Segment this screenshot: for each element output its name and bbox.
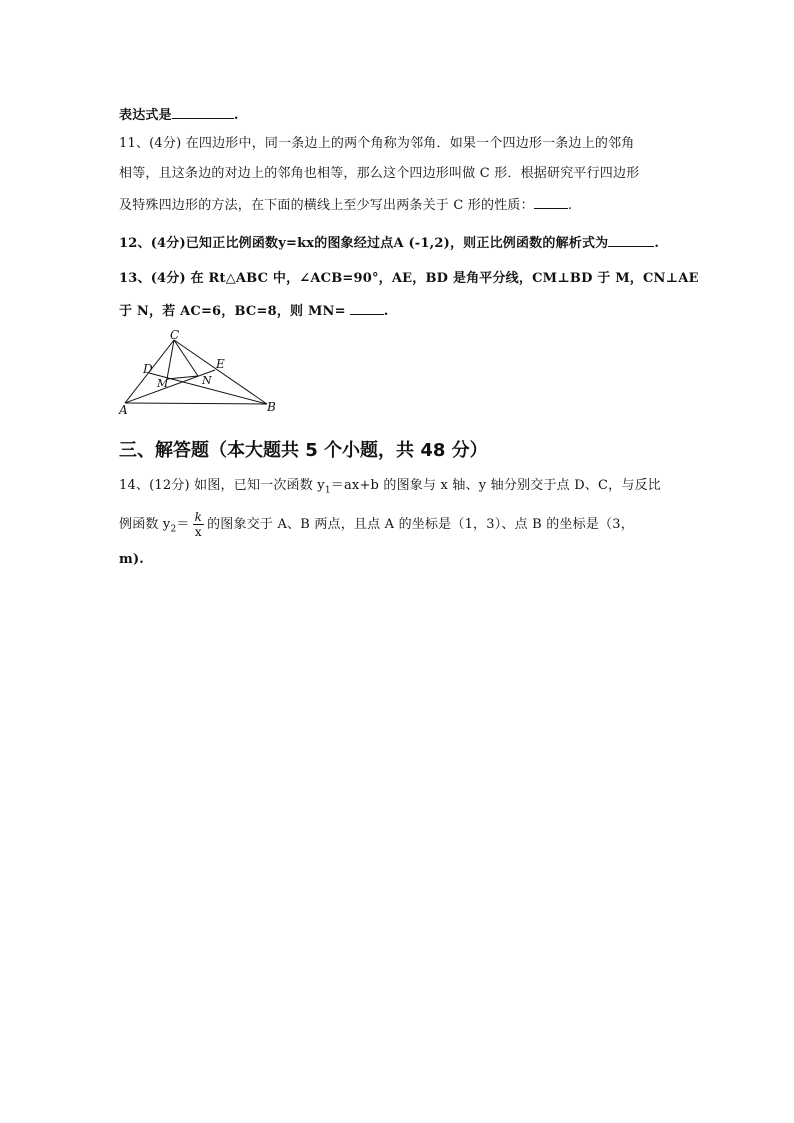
label-a: A: [119, 403, 128, 417]
section-3-title: 三、解答题（本大题共 5 个小题，共 48 分）: [119, 440, 488, 461]
q11-line-3: [119, 196, 572, 214]
triangle-figure: [112, 328, 287, 418]
fraction-numerator: k: [194, 510, 203, 524]
q14-sub-2: 2: [170, 524, 177, 535]
fraction-k-over-x: [193, 510, 204, 539]
q13-line-1: 13、(4分) 在 Rt△ABC 中，∠ACB=90°，AE，BD 是角平分线，CM⊥BD 于 M，CN⊥AE: [119, 271, 699, 286]
label-m: M: [157, 377, 169, 390]
label-c: C: [170, 328, 180, 342]
q12-answer-blank[interactable]: [608, 234, 654, 247]
q10-end: .: [233, 108, 239, 123]
q10-tail-text: 表达式是: [119, 108, 172, 123]
edge-cb: [174, 340, 267, 404]
q13-end: .: [383, 304, 389, 319]
q13-line-2-text: 于 N，若 AC=6，BC=8，则 MN=: [119, 304, 346, 319]
q12-line: [119, 234, 659, 252]
q14-line-2: [119, 508, 634, 547]
q12-end: .: [654, 236, 660, 251]
q14-line-3: m).: [119, 552, 145, 567]
q11-line-3-text: 及特殊四边形的方法，在下面的横线上至少写出两条关于 C 形的性质：: [119, 198, 534, 213]
edge-ab: [125, 403, 267, 404]
q14-line-1-a: 14、(12分) 如图，已知一次函数 y: [119, 478, 325, 493]
q14-sub-1: 1: [324, 485, 331, 496]
q12-text: 12、(4分)已知正比例函数y=kx的图象经过点A (-1,2)，则正比例函数的解析式为: [119, 236, 609, 251]
fraction-denominator: x: [194, 525, 202, 539]
q13-answer-blank[interactable]: [350, 302, 384, 315]
q14-line-2-b: 的图象交于 A、B 两点，且点 A 的坐标是（1，3）、点 B 的坐标是（3，: [207, 517, 634, 532]
q10-tail-line: [119, 106, 239, 124]
label-d: D: [143, 362, 153, 376]
label-e: E: [216, 357, 225, 371]
q11-line-1: 11、(4分) 在四边形中，同一条边上的两个角称为邻角．如果一个四边形一条边上的邻角: [119, 136, 635, 151]
label-n: N: [202, 374, 212, 387]
q11-end: .: [567, 198, 573, 213]
q10-answer-blank[interactable]: [172, 106, 234, 119]
q11-line-2: 相等，且这条边的对边上的邻角也相等，那么这个四边形叫做 C 形．根据研究平行四边形: [119, 166, 640, 181]
q13-line-2: [119, 302, 388, 320]
q14-line-1: [119, 478, 661, 499]
q11-answer-blank[interactable]: [534, 196, 568, 209]
q14-line-1-b: ＝ax+b 的图象与 x 轴、y 轴分别交于点 D、C，与反比: [330, 478, 661, 493]
segment-cm: [167, 340, 174, 379]
segment-cn: [174, 340, 198, 376]
q14-line-2-a: 例函数 y: [119, 517, 171, 532]
label-b: B: [267, 400, 276, 414]
q14-equals: ＝: [176, 517, 190, 532]
